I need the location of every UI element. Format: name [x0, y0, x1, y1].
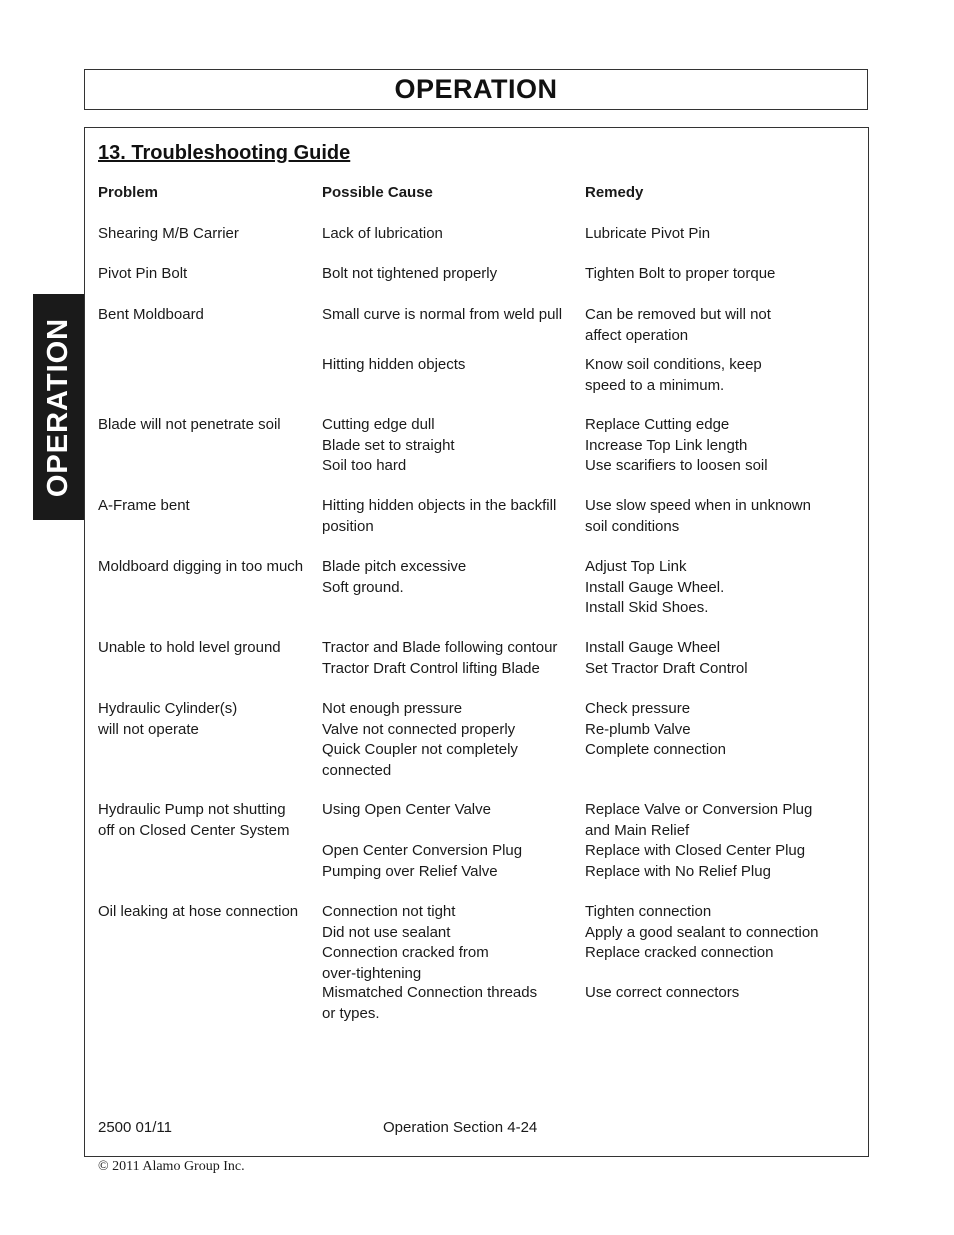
cell-cause — [322, 264, 497, 285]
cause-line: connected — [322, 761, 392, 779]
problem-line: Bent Moldboard — [98, 306, 204, 323]
footer-section: Operation Section 4-24 — [383, 1119, 538, 1136]
problem-line: will not operate — [98, 720, 199, 738]
cell-remedy — [585, 557, 724, 619]
cell-cause — [322, 415, 455, 477]
side-tab — [33, 294, 84, 520]
problem-line: Hydraulic Cylinder(s) — [98, 700, 238, 717]
remedy-line: soil conditions — [585, 517, 680, 535]
page-header-title: OPERATION — [394, 74, 558, 104]
remedy-line: Apply a good sealant to connection — [585, 923, 819, 941]
cell-remedy — [585, 355, 762, 396]
cause-line: Not enough pressure — [322, 700, 463, 717]
cell-cause — [322, 983, 537, 1024]
remedy-line: Replace Valve or Conversion Plug — [585, 801, 813, 818]
cell-remedy — [585, 902, 819, 964]
remedy-line: Replace cracked connection — [585, 944, 774, 961]
section-title: 13. Troubleshooting Guide — [98, 142, 351, 164]
cell-problem — [98, 224, 239, 245]
remedy-line: Know soil conditions, keep — [585, 356, 762, 373]
problem-line: A-Frame bent — [98, 497, 190, 514]
remedy-line: Use slow speed when in unknown — [585, 497, 811, 514]
remedy-line: Use scarifiers to loosen soil — [585, 457, 768, 474]
cell-cause — [322, 305, 562, 326]
cell-cause — [322, 800, 491, 821]
remedy-line: Replace Cutting edge — [585, 416, 730, 433]
cause-line: Tractor and Blade following contour — [322, 639, 558, 656]
column-header-remedy: Remedy — [585, 184, 644, 201]
cell-remedy — [585, 983, 739, 1004]
cell-remedy — [585, 496, 811, 537]
remedy-line: Adjust Top Link — [585, 558, 687, 575]
remedy-line: Lubricate Pivot Pin — [585, 225, 711, 242]
cell-remedy — [585, 415, 768, 477]
cause-line: Hitting hidden objects in the backfill — [322, 497, 557, 514]
cause-line: Bolt not tightened properly — [322, 265, 498, 282]
cause-line: Soft ground. — [322, 578, 404, 596]
remedy-line: Set Tractor Draft Control — [585, 659, 748, 677]
remedy-line: Increase Top Link length — [585, 436, 748, 454]
cell-cause — [322, 496, 556, 537]
cell-cause — [322, 355, 465, 376]
remedy-line: Replace with No Relief Plug — [585, 862, 771, 880]
cell-cause — [322, 699, 518, 781]
cell-cause — [322, 841, 522, 882]
cell-cause — [322, 638, 557, 679]
footer-model-date: 2500 01/11 — [98, 1119, 172, 1136]
cell-problem — [98, 415, 281, 436]
problem-line: Hydraulic Pump not shutting — [98, 801, 286, 818]
cause-line: Connection not tight — [322, 903, 456, 920]
cause-line: Lack of lubrication — [322, 225, 443, 242]
cause-line: Soil too hard — [322, 457, 407, 474]
cause-line: Quick Coupler not completely — [322, 741, 518, 758]
remedy-line: Install Gauge Wheel — [585, 639, 721, 656]
problem-line: Unable to hold level ground — [98, 639, 281, 656]
column-header-cause: Possible Cause — [322, 184, 433, 201]
remedy-line: Complete connection — [585, 741, 726, 758]
cause-line: over-tightening — [322, 964, 422, 982]
cell-cause — [322, 557, 466, 598]
cell-cause — [322, 224, 443, 245]
cell-cause — [322, 902, 489, 984]
remedy-line: speed to a minimum. — [585, 376, 725, 394]
cause-line: Pumping over Relief Valve — [322, 862, 498, 880]
cause-line: Cutting edge dull — [322, 416, 435, 433]
cause-line: Blade pitch excessive — [322, 558, 467, 575]
cell-problem — [98, 800, 289, 841]
remedy-line: Install Gauge Wheel. — [585, 578, 725, 596]
problem-line: Moldboard digging in too much — [98, 558, 304, 575]
cell-remedy — [585, 800, 812, 841]
cell-problem — [98, 496, 190, 517]
cause-line: Connection cracked from — [322, 944, 489, 961]
copyright: © 2011 Alamo Group Inc. — [98, 1159, 245, 1174]
cell-remedy — [585, 305, 771, 346]
cell-remedy — [585, 699, 726, 761]
problem-line: Pivot Pin Bolt — [98, 265, 188, 282]
cause-line: position — [322, 517, 374, 535]
cause-line: Blade set to straight — [322, 436, 455, 454]
remedy-line: and Main Relief — [585, 821, 690, 839]
cell-problem — [98, 264, 187, 285]
cell-remedy — [585, 638, 748, 679]
cell-remedy — [585, 841, 805, 882]
header-box — [84, 69, 868, 110]
remedy-line: Tighten connection — [585, 903, 712, 920]
remedy-line: Install Skid Shoes. — [585, 599, 709, 616]
cause-line: Tractor Draft Control lifting Blade — [322, 659, 540, 677]
problem-line: Blade will not penetrate soil — [98, 416, 281, 433]
cell-problem — [98, 305, 204, 326]
cell-remedy — [585, 224, 710, 245]
remedy-line: Check pressure — [585, 700, 691, 717]
cause-line: Using Open Center Valve — [322, 801, 491, 818]
cell-remedy — [585, 264, 775, 285]
cell-problem — [98, 638, 281, 659]
cause-line: or types. — [322, 1004, 380, 1022]
remedy-line: Use correct connectors — [585, 984, 740, 1001]
side-tab-label: OPERATION — [42, 317, 74, 497]
remedy-line: Can be removed but will not — [585, 306, 771, 323]
cause-line: Hitting hidden objects — [322, 356, 466, 373]
problem-line: off on Closed Center System — [98, 821, 290, 839]
remedy-line: affect operation — [585, 326, 689, 344]
cause-line: Small curve is normal from weld pull — [322, 306, 563, 323]
remedy-line: Tighten Bolt to proper torque — [585, 265, 776, 282]
cause-line: Did not use sealant — [322, 923, 451, 941]
cell-problem — [98, 699, 237, 740]
cell-problem — [98, 557, 303, 578]
cause-line: Open Center Conversion Plug — [322, 842, 523, 859]
remedy-line: Re-plumb Valve — [585, 720, 691, 738]
cause-line: Mismatched Connection threads — [322, 984, 538, 1001]
problem-line: Shearing M/B Carrier — [98, 225, 239, 242]
cell-problem — [98, 902, 298, 923]
column-header-problem: Problem — [98, 184, 159, 201]
cause-line: Valve not connected properly — [322, 720, 516, 738]
remedy-line: Replace with Closed Center Plug — [585, 842, 806, 859]
problem-line: Oil leaking at hose connection — [98, 903, 299, 920]
